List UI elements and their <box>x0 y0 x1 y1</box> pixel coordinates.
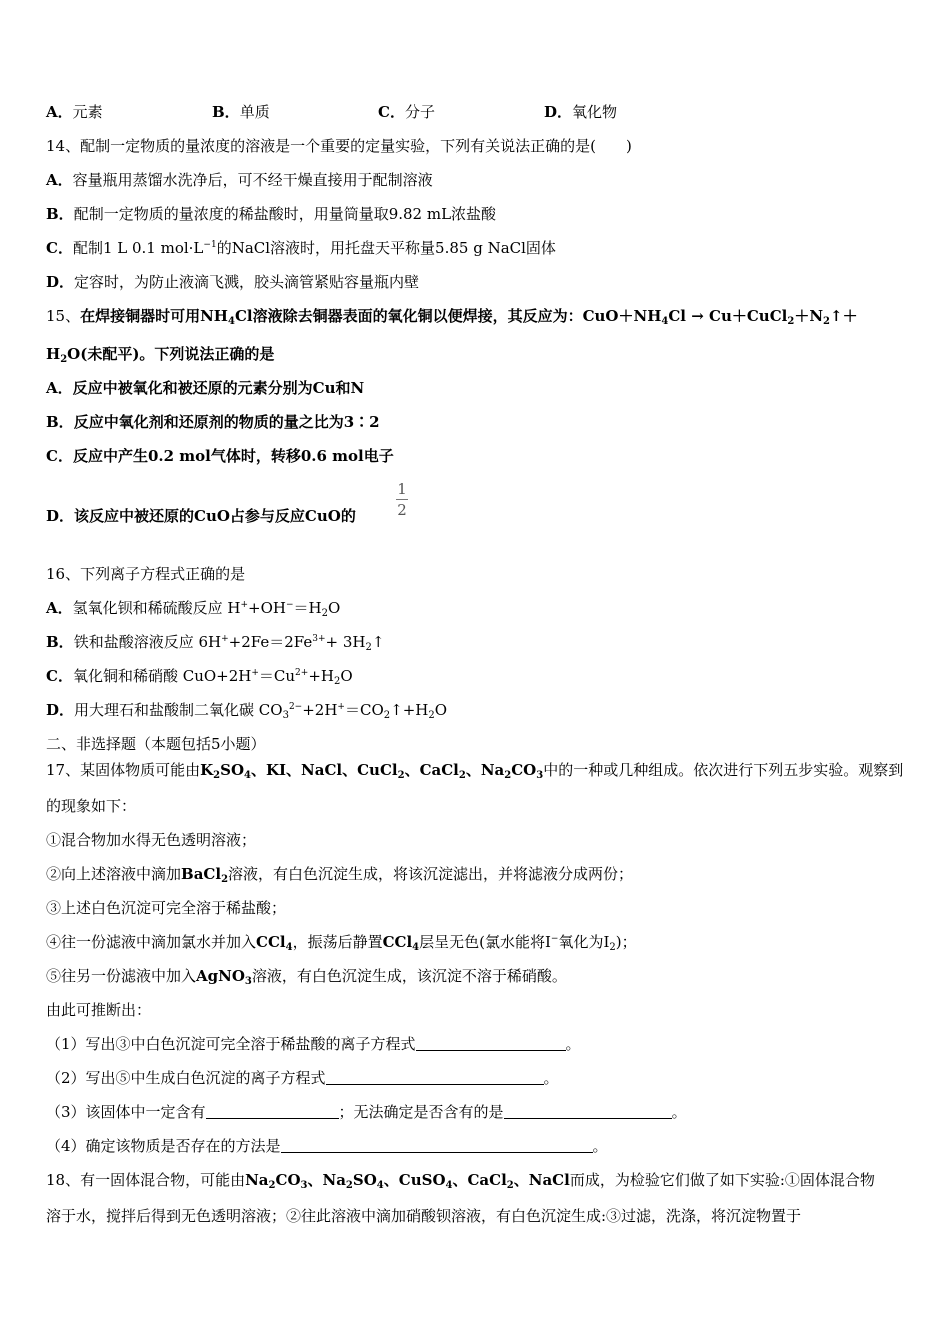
q16-stem: 16、下列离子方程式正确的是 <box>46 565 246 583</box>
answer-blank[interactable] <box>281 1138 593 1153</box>
q13-option-d: D．氧化物 <box>544 103 618 121</box>
q15-stem-line1: 15、在焊接铜器时可用$NH_4Cl$溶液除去铜器表面的氧化铜以便焊接，其反应为：$CuO+NH_4Cl$ → $Cu+CuCl_2+N_2↑+$ <box>46 307 858 327</box>
q15-option-d: D．该反应中被还原的CuO占参与反应CuO的 <box>46 507 356 525</box>
fraction-denominator: 2 <box>397 501 407 519</box>
fraction-bar <box>396 499 408 500</box>
q15-option-a: A．反应中被氧化和被还原的元素分别为Cu和N <box>46 379 365 397</box>
answer-blank[interactable] <box>416 1036 566 1051</box>
answer-blank[interactable] <box>504 1104 672 1119</box>
q17-step-4: ④往一份滤液中滴加氯水并加入CCl$_4$，振荡后静置CCl$_4$层呈无色(氯水能将I−氧化为$I_2$)； <box>46 933 637 953</box>
q13-option-b: B．单质 <box>212 103 270 121</box>
q17-part-4: （4）确定该物质是否存在的方法是 。 <box>46 1137 608 1155</box>
q15-option-b: B．反应中氧化剂和还原剂的物质的量之比为3∶2 <box>46 413 380 431</box>
fraction-numerator: 1 <box>397 480 407 498</box>
q14-option-a: A．容量瓶用蒸馏水洗净后，可不经干燥直接用于配制溶液 <box>46 171 433 189</box>
q18-stem-line1: 18、有一固体混合物，可能由$Na_2CO_3$、$Na_2SO_4$、CuSO$_4$、CaCl$_2$、NaCl而成，为检验它们做了如下实验:①固体混合物 <box>46 1171 875 1191</box>
q14-option-b: B．配制一定物质的量浓度的稀盐酸时，用量筒量取9.82 mL浓盐酸 <box>46 205 497 223</box>
section-heading: 二、非选择题（本题包括5小题） <box>46 735 266 753</box>
q13-option-c: C．分子 <box>378 103 435 121</box>
q17-step-5: ⑤往另一份滤液中加入AgNO$_3$溶液，有白色沉淀生成，该沉淀不溶于稀硝酸。 <box>46 967 567 987</box>
q17-step-3: ③上述白色沉淀可完全溶于稀盐酸； <box>46 899 287 917</box>
q17-part-1: （1）写出③中白色沉淀可完全溶于稀盐酸的离子方程式 。 <box>46 1035 581 1053</box>
q16-option-c: C．氧化铜和稀硝酸 $CuO+2H^+=Cu^{2+}+H_2O$ <box>46 667 353 687</box>
q17-stem-line1: 17、某固体物质可能由$K_2SO_4$、KI、NaCl、CuCl$_2$、CaCl$_2$、$Na_2CO_3$中的一种或几种组成。依次进行下列五步实验。观察到 <box>46 761 904 781</box>
q15-stem-line2: $H_2O$(未配平)。下列说法正确的是 <box>46 345 275 365</box>
q17-step-1: ①混合物加水得无色透明溶液； <box>46 831 257 849</box>
q15-option-c: C．反应中产生0.2 mol气体时，转移0.6 mol电子 <box>46 447 394 465</box>
q16-option-d: D．用大理石和盐酸制二氧化碳 $CO_3^{2-}+2H^+=CO_2↑+H_2O$ <box>46 701 448 721</box>
q17-infer: 由此可推断出： <box>46 1001 152 1019</box>
q16-option-a: A．氢氧化钡和稀硫酸反应 $H^++OH^-=H_2O$ <box>46 599 341 619</box>
q16-option-b: B．铁和盐酸溶液反应 $6H^++2Fe=2Fe^{3+}+$ $3H_2↑$ <box>46 633 385 653</box>
answer-blank[interactable] <box>206 1104 339 1119</box>
fraction-one-half <box>396 480 408 520</box>
q17-part-2: （2）写出⑤中生成白色沉淀的离子方程式 。 <box>46 1069 559 1087</box>
q18-stem-line2: 溶于水，搅拌后得到无色透明溶液；②往此溶液中滴加硝酸钡溶液，有白色沉淀生成:③过滤，洗涤，将沉淀物置于 <box>46 1207 802 1225</box>
q14-option-d: D．定容时，为防止液滴飞溅，胶头滴管紧贴容量瓶内壁 <box>46 273 420 291</box>
answer-blank[interactable] <box>326 1070 544 1085</box>
q17-stem-line2: 的现象如下： <box>46 797 137 815</box>
q14-stem: 14、配制一定物质的量浓度的溶液是一个重要的定量实验，下列有关说法正确的是( ) <box>46 137 632 155</box>
q17-step-2: ②向上述溶液中滴加BaCl$_2$溶液，有白色沉淀生成，将该沉淀滤出，并将滤液分成两份； <box>46 865 634 885</box>
q14-option-c: C．配制1 L 0.1 $mol\cdot L^{-1}$的NaCl溶液时，用托盘天平称量5.85 g NaCl固体 <box>46 239 556 257</box>
q13-option-a: A．元素 <box>46 103 103 121</box>
q17-part-3: （3）该固体中一定含有 ；无法确定是否含有的是 。 <box>46 1103 687 1121</box>
